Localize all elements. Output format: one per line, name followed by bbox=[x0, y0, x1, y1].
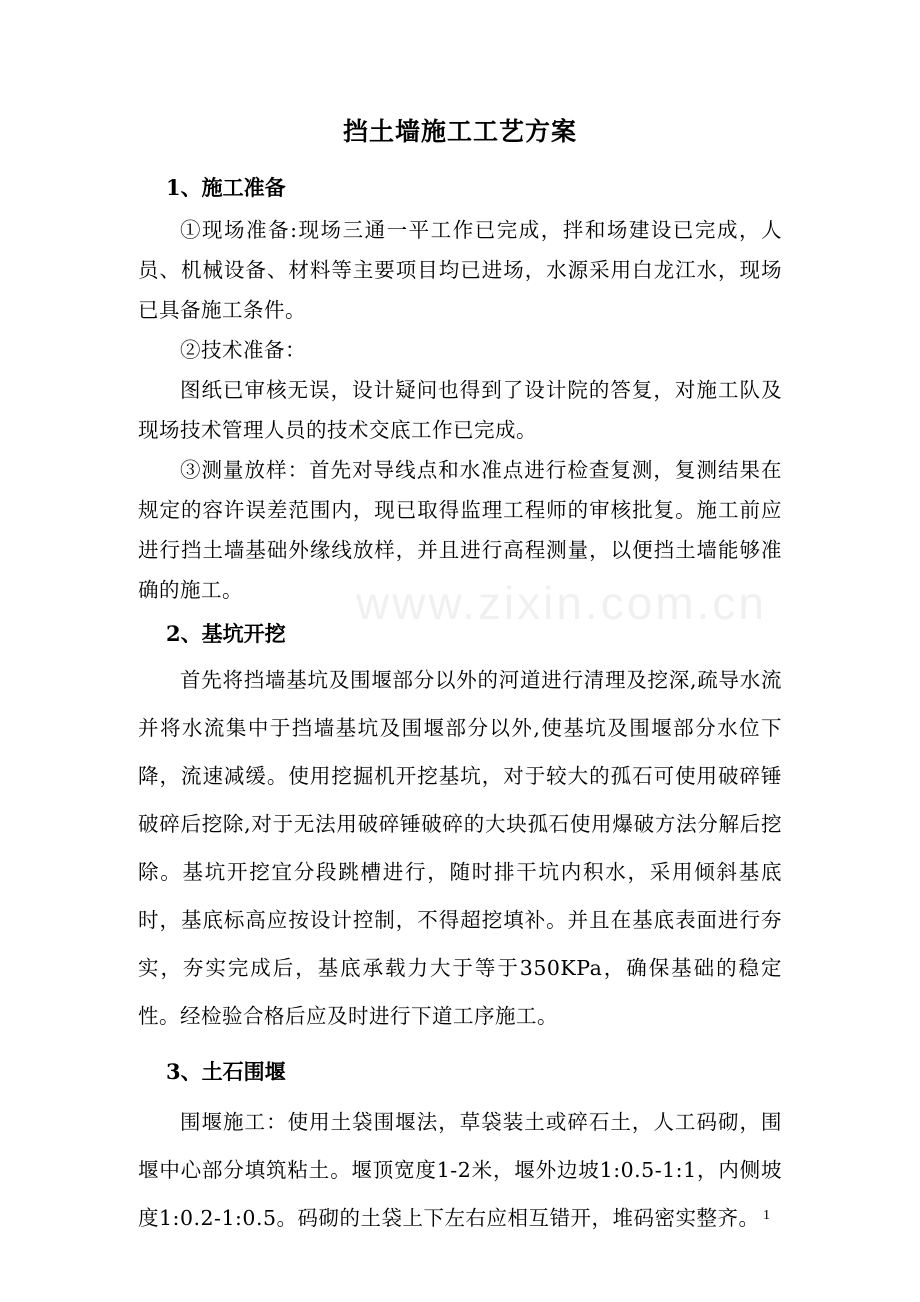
paragraph-technical-preparation: 图纸已审核无误，设计疑问也得到了设计院的答复，对施工队及现场技术管理人员的技术交底工作已完成。 bbox=[138, 378, 782, 442]
paragraph-technical-preparation-label: ②技术准备： bbox=[180, 338, 306, 362]
document-title: 挡土墙施工工艺方案 bbox=[342, 117, 577, 146]
section-cofferdam bbox=[138, 1046, 782, 1242]
section-heading: 3、土石围堰 bbox=[166, 1059, 286, 1084]
paragraph-survey-layout: ③测量放样：首先对导线点和水准点进行检查复测，复测结果在规定的容许误差范围内，现已取得监理工程师的审核批复。施工前应进行挡土墙基础外缘线放样，并且进行高程测量，以便挡土墙能够准确的施工。 bbox=[138, 458, 782, 602]
paragraph-excavation: 首先将挡墙基坑及围堰部分以外的河道进行清理及挖深,疏导水流并将水流集中于挡墙基坑及围堰部分以外,使基坑及围堰部分水位下降，流速减缓。使用挖掘机开挖基坑，对于较大的孤石可使用破碎锤破碎后挖除,对于无法用破碎锤破碎的大块孤石使用爆破方法分解后挖除。基坑开挖宜分段跳槽进行，随时排干坑内积水，采用倾斜基底时，基底标高应按设计控制，不得超挖填补。并且在基底表面进行夯实，夯实完成后，基底承载力大于等于350KPa，确保基础的稳定性。经检验合格后应及时进行下道工序施工。 bbox=[138, 668, 782, 1028]
section-preparation bbox=[138, 166, 782, 610]
section-heading: 1、施工准备 bbox=[166, 175, 286, 200]
paragraph-site-preparation: ①现场准备:现场三通一平工作已完成，拌和场建设已完成，人员、机械设备、材料等主要项目均已进场，水源采用白龙江水，现场已具备施工条件。 bbox=[138, 218, 782, 322]
watermark: www.zixin.com.cn bbox=[356, 577, 767, 629]
paragraph-cofferdam: 围堰施工：使用土袋围堰法，草袋装土或碎石土，人工码砌，围堰中心部分填筑粘土。堰顶宽度1-2米，堰外边坡1:0.5-1:1，内侧坡度1:0.2-1:0.5。码砌的土袋上下左右应相互错开，堆码密实整齐。 bbox=[138, 1110, 782, 1230]
section-excavation bbox=[138, 612, 782, 1040]
page-number: 1 bbox=[763, 1208, 770, 1223]
section-heading: 2、基坑开挖 bbox=[166, 621, 286, 646]
